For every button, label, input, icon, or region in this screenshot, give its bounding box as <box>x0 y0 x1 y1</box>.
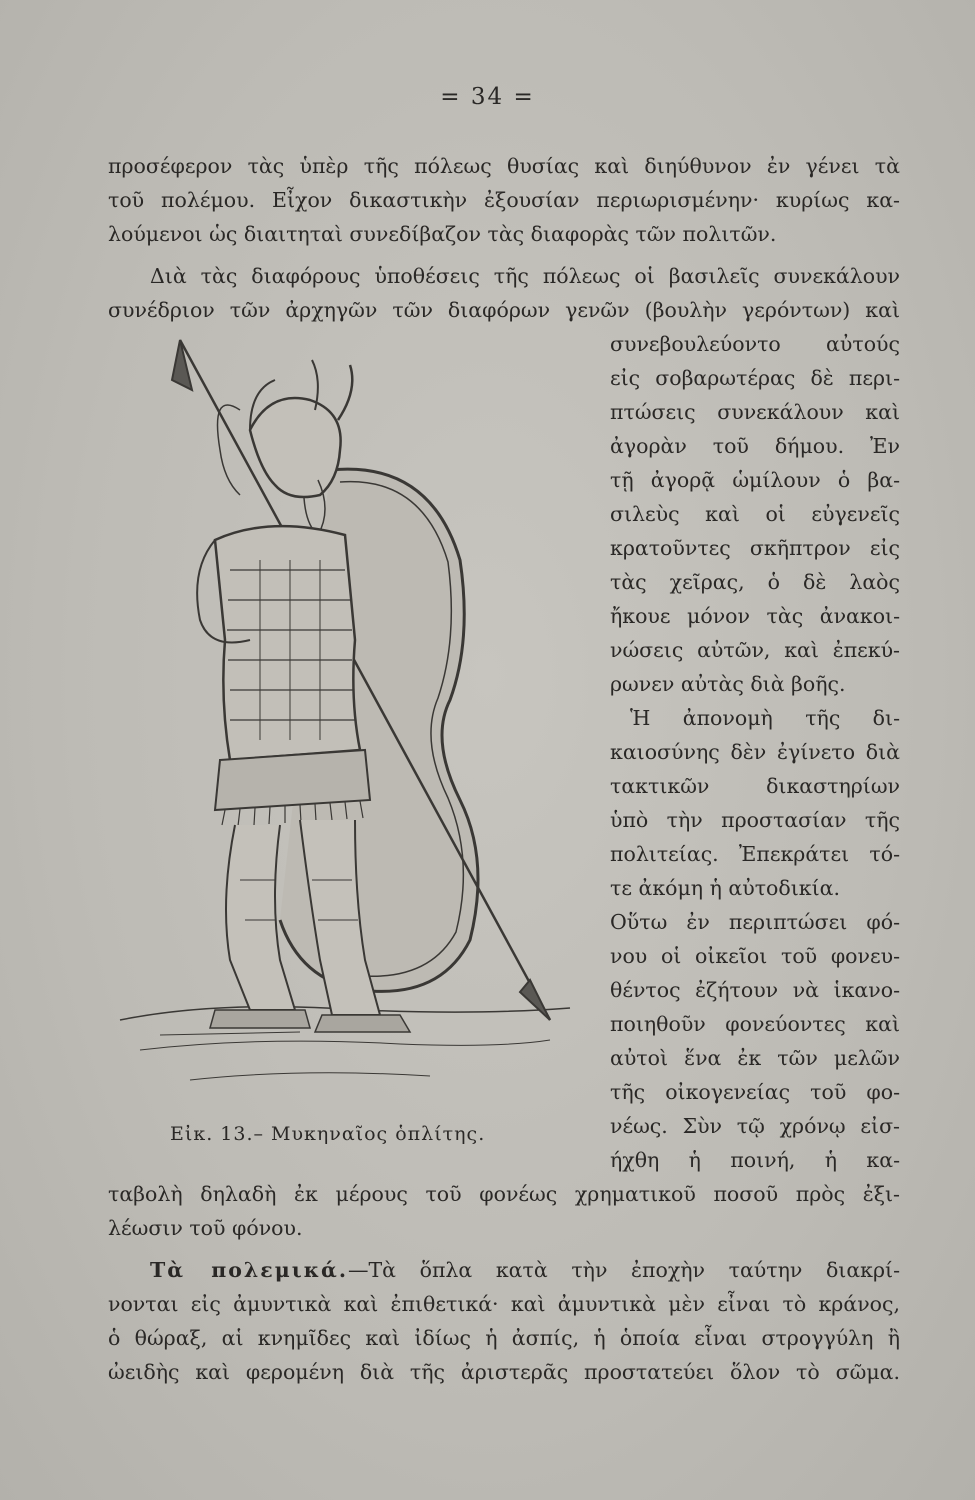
text-line: ὠειδὴς καὶ φερομένη διὰ τῆς ἀριστερᾶς προστατεύει ὅλον τὸ σῶμα. <box>108 1360 900 1384</box>
text-line: θέντος ἐζήτουν νὰ ἱκανο- <box>610 978 900 1002</box>
text-line: προσέφερον τὰς ὑπὲρ τῆς πόλεως θυσίας καὶ διηύθυνον ἐν γένει τὰ <box>108 154 900 178</box>
text-line: συνέδριον τῶν ἀρχηγῶν τῶν διαφόρων γενῶν (βουλὴν γερόντων) καὶ <box>108 298 900 322</box>
text-line: Οὕτω ἐν περιπτώσει φό- <box>610 910 900 934</box>
text-line: λέωσιν τοῦ φόνου. <box>108 1216 303 1240</box>
figure-caption: Εἰκ. 13.– Μυκηναῖος ὁπλίτης. <box>170 1123 486 1145</box>
page-number: = 34 = <box>440 84 535 110</box>
text-line: σιλεὺς καὶ οἱ εὐγενεῖς <box>610 502 900 526</box>
section-heading: Τὰ πολεμικά. <box>150 1258 348 1282</box>
text-line: Διὰ τὰς διαφόρους ὑποθέσεις τῆς πόλεως οἱ βασιλεῖς συνεκάλουν <box>150 264 900 288</box>
text-line: τακτικῶν δικαστηρίων <box>610 774 900 798</box>
text-line: νονται εἰς ἀμυντικὰ καὶ ἐπιθετικά· καὶ ἀμυντικὰ μὲν εἶναι τὸ κράνος, <box>108 1292 900 1316</box>
text-line: ταβολὴ δηλαδὴ ἐκ μέρους τοῦ φονέως χρηματικοῦ ποσοῦ πρὸς ἐξι- <box>108 1182 900 1206</box>
text-line: ήχθη ἡ ποινή, ἡ κα- <box>610 1148 900 1172</box>
text-line: λούμενοι ὡς διαιτηταὶ συνεδίβαζον τὰς διαφορὰς τῶν πολιτῶν. <box>108 222 777 246</box>
text-line: τῇ ἀγορᾷ ὡμίλουν ὁ βα- <box>610 468 900 492</box>
text-line: κρατοῦντες σκῆπτρον εἰς <box>610 536 900 560</box>
text-line: τε ἀκόμη ἡ αὐτοδικία. <box>610 876 840 900</box>
text-line: συνεβουλεύοντο αὐτούς <box>610 332 900 356</box>
section-heading-line <box>150 1253 900 1287</box>
text-line: ἤκουε μόνον τὰς ἀνακοι- <box>610 604 900 628</box>
text-line: καιοσύνης δὲν ἐγίνετο διὰ <box>610 740 900 764</box>
text-line-rest: —Τὰ ὅπλα κατὰ τὴν ἐποχὴν ταύτην διακρί- <box>347 1258 900 1282</box>
text-line: ποιηθοῦν φονεύοντες καὶ <box>610 1012 900 1036</box>
text-line: τοῦ πολέμου. Εἶχον δικαστικὴν ἐξουσίαν περιωρισμένην· κυρίως κα- <box>108 188 900 212</box>
text-line: τὰς χεῖρας, ὁ δὲ λαὸς <box>610 570 900 594</box>
text-line: ὁ θώραξ, αἱ κνημῖδες καὶ ἰδίως ἡ ἀσπίς, ἡ ὁποία εἶναι στρογγύλη ἢ <box>108 1326 900 1350</box>
text-line: νου οἱ οἰκεῖοι τοῦ φονευ- <box>610 944 900 968</box>
text-line: νέως. Σὺν τῷ χρόνῳ εἰσ- <box>610 1114 900 1138</box>
text-line: εἰς σοβαρωτέρας δὲ περι- <box>610 366 900 390</box>
text-line: πτώσεις συνεκάλουν καὶ <box>610 400 900 424</box>
text-line: ὑπὸ τὴν προστασίαν τῆς <box>610 808 900 832</box>
text-line: Ἡ ἀπονομὴ τῆς δι- <box>630 706 900 730</box>
text-line: ἀγορὰν τοῦ δήμου. Ἐν <box>610 434 900 458</box>
text-line: ρωνεν αὐτὰς διὰ βοῆς. <box>610 672 846 696</box>
hoplite-illustration <box>100 320 600 1130</box>
text-line: πολιτείας. Ἐπεκράτει τό- <box>610 842 900 866</box>
text-line: αὐτοὶ ἕνα ἐκ τῶν μελῶν <box>610 1046 900 1070</box>
text-line: νώσεις αὐτῶν, καὶ ἐπεκύ- <box>610 638 900 662</box>
text-line: τῆς οἰκογενείας τοῦ φο- <box>610 1080 900 1104</box>
